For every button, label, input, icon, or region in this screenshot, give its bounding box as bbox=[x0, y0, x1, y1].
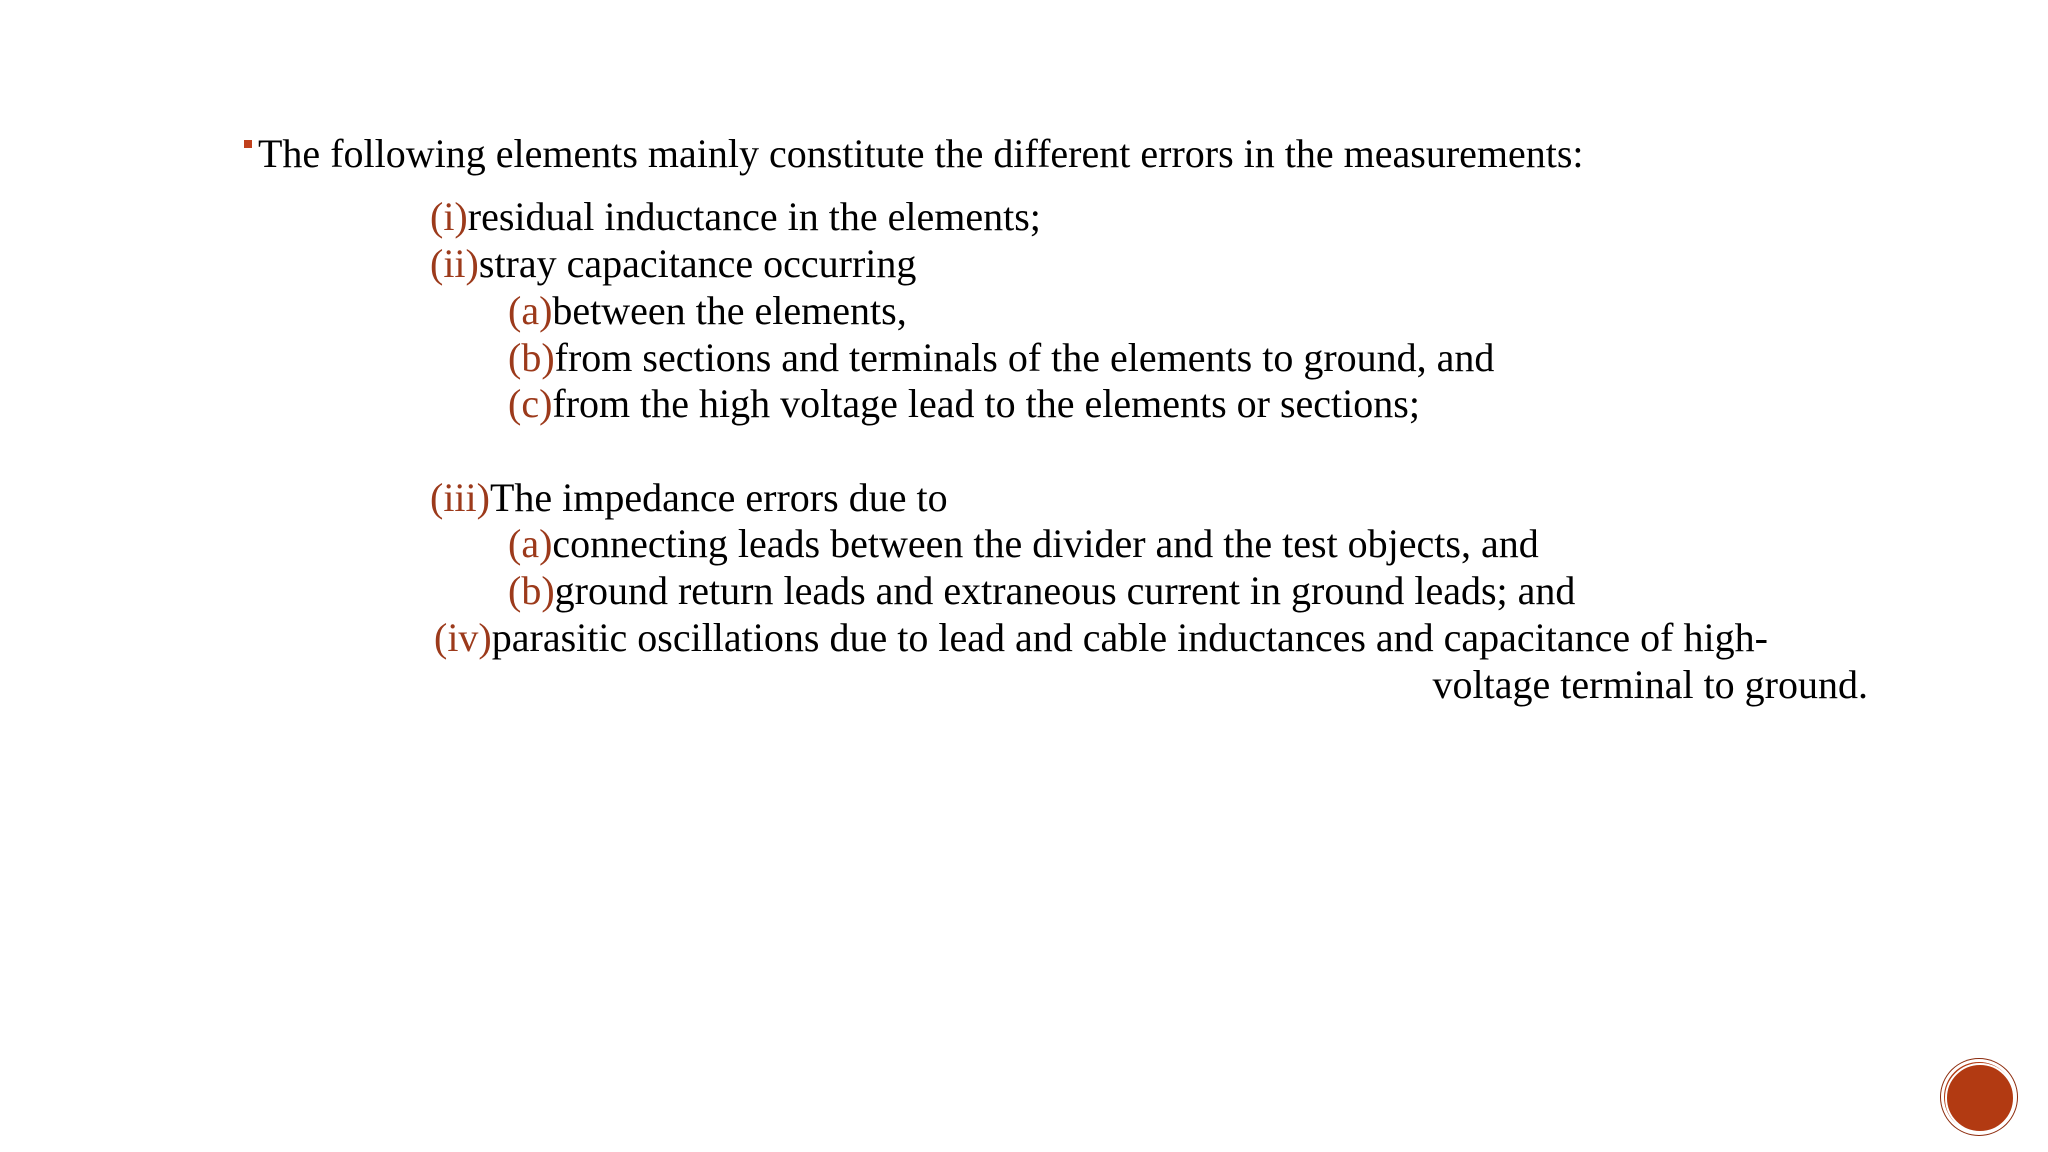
list-subitem-ii-b bbox=[508, 335, 1494, 381]
list-item-iv bbox=[434, 615, 1768, 661]
list-item-text: connecting leads between the divider and the test objects, and bbox=[552, 521, 1539, 566]
bullet-square-icon bbox=[244, 140, 252, 148]
list-item-iv-continuation: voltage terminal to ground. bbox=[1432, 662, 1868, 707]
list-item-text: residual inductance in the elements; bbox=[467, 194, 1041, 239]
list-subitem-iii-b bbox=[508, 568, 1575, 614]
list-subitem-ii-c bbox=[508, 381, 1420, 427]
list-marker: (b) bbox=[508, 568, 555, 613]
list-item-text: ground return leads and extraneous current in ground leads; and bbox=[554, 568, 1576, 613]
list-subitem-iii-a bbox=[508, 521, 1539, 567]
list-marker: (a) bbox=[508, 288, 553, 333]
list-item-ii bbox=[430, 241, 916, 287]
list-item-text: stray capacitance occurring bbox=[478, 241, 917, 286]
list-item-text: from the high voltage lead to the elements or sections; bbox=[552, 381, 1420, 426]
list-item-text: The impedance errors due to bbox=[489, 475, 948, 520]
intro-text: The following elements mainly constitute the different errors in the measurements: bbox=[258, 131, 1584, 176]
list-marker: (b) bbox=[508, 335, 555, 380]
list-marker: (i) bbox=[430, 194, 468, 239]
list-marker: (iii) bbox=[430, 475, 490, 520]
list-subitem-ii-a bbox=[508, 288, 907, 334]
list-marker: (ii) bbox=[430, 241, 479, 286]
list-item-text: parasitic oscillations due to lead and cable inductances and capacitance of high- bbox=[491, 615, 1768, 660]
list-marker: (a) bbox=[508, 521, 553, 566]
list-marker: (c) bbox=[508, 381, 553, 426]
list-item-text: between the elements, bbox=[552, 288, 907, 333]
list-item-iii bbox=[430, 475, 948, 521]
slide-badge-icon bbox=[1941, 1059, 2017, 1135]
badge-ring bbox=[1945, 1063, 2015, 1133]
list-marker: (iv) bbox=[434, 615, 492, 660]
list-item-text: from sections and terminals of the elements to ground, and bbox=[554, 335, 1495, 380]
list-item-i bbox=[430, 194, 1041, 240]
